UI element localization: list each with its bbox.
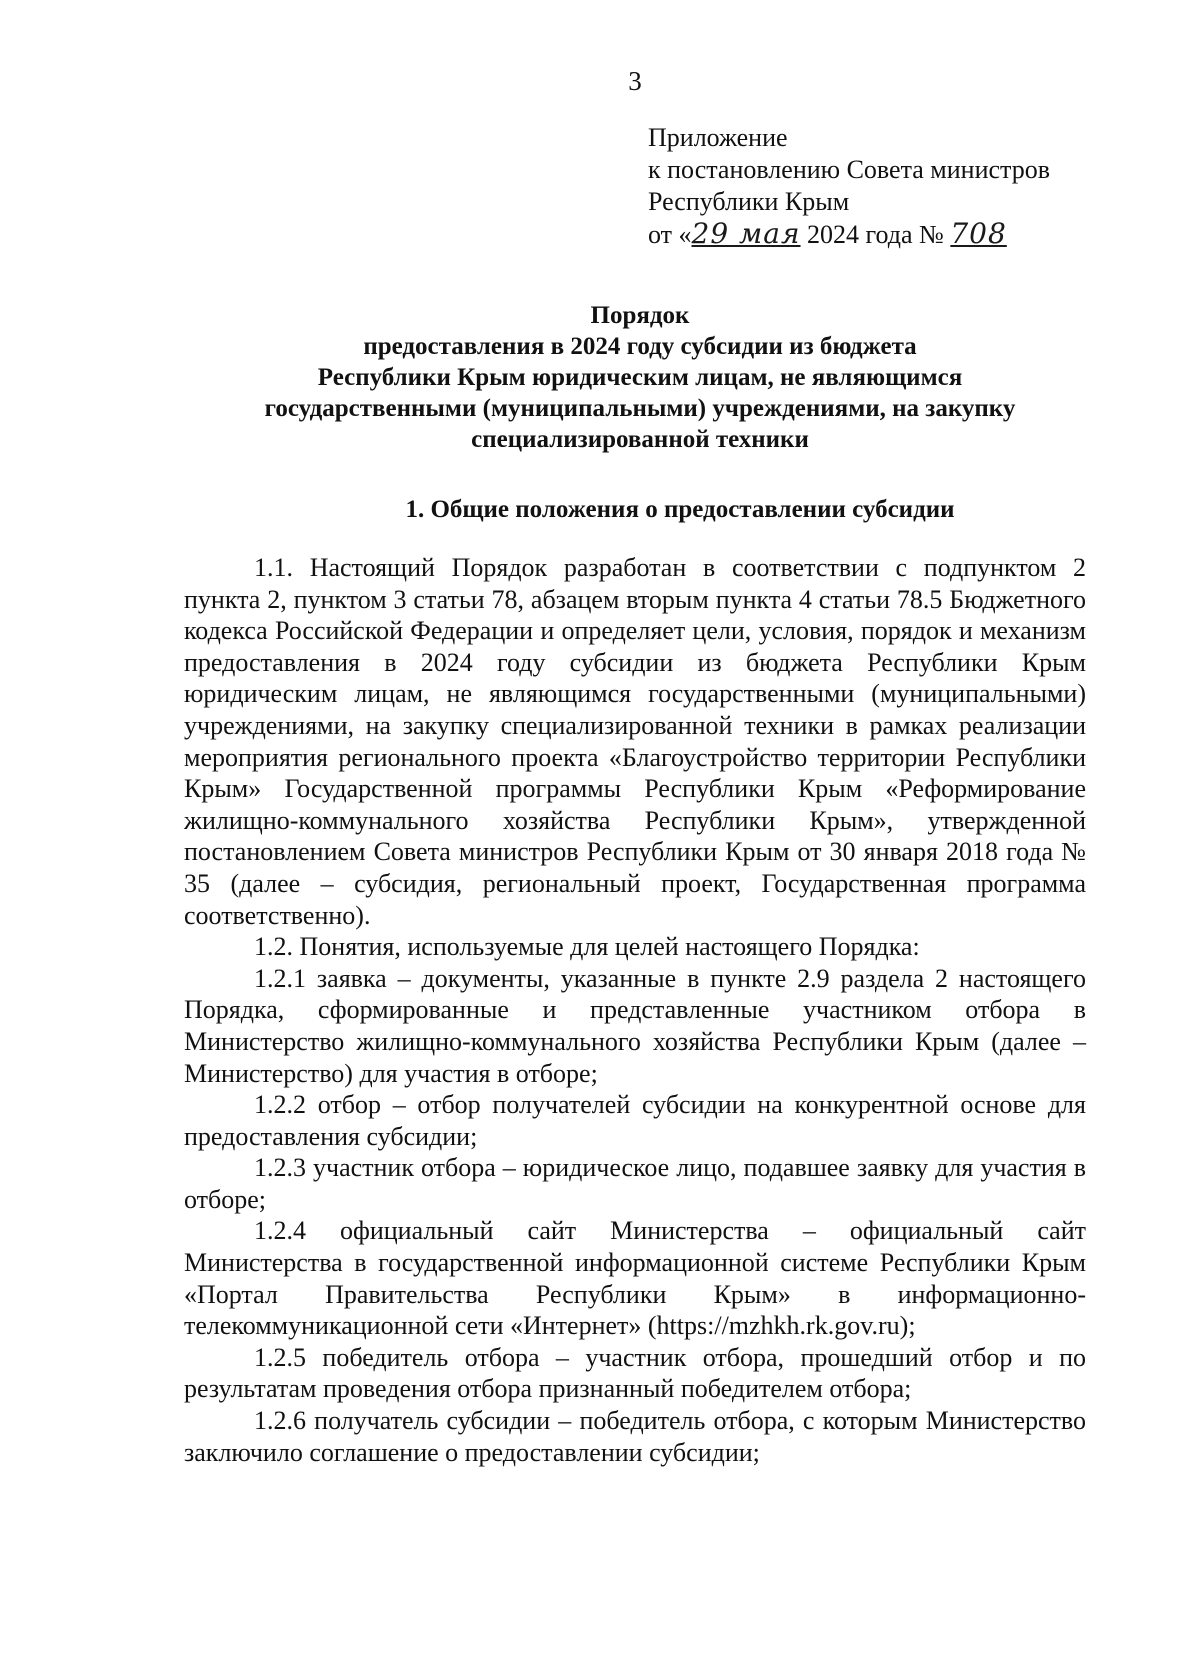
appendix-block [648, 122, 1168, 251]
paragraph-1-2-5: 1.2.5 победитель отбора – участник отбора, прошедший отбор и по результатам проведения отбора признанный победителем отбора; [184, 1342, 1086, 1404]
paragraph-1-2-6: 1.2.6 получатель субсидии – победитель отбора, с которым Министерство заключило соглашение о предоставлении субсидии; [184, 1406, 1086, 1467]
title-line-2: предоставления в 2024 году субсидии из бюджета [363, 333, 917, 360]
paragraph-1-2-3: 1.2.3 участник отбора – юридическое лицо, подавшее заявку для участия в отборе; [184, 1153, 1086, 1214]
appendix-line-2: к постановлению Совета министров [648, 155, 1050, 184]
title-line-5: специализированной техники [471, 426, 809, 453]
title-line-4: государственными (муниципальными) учреждениями, на закупку [264, 395, 1016, 422]
appendix-line-1: Приложение [648, 123, 788, 152]
handwritten-date: 29 мая [691, 217, 801, 250]
paragraph-1-1: 1.1. Настоящий Порядок разработан в соответствии с подпунктом 2 пункта 2, пунктом 3 статьи 78, абзацем вторым пункта 4 статьи 78.5 Бюджетного кодекса Российской Федерации и определяет цели, условия, порядок и механизм предоставления в 2024 году субсидии из бюджета Республики Крым юридическим лицам, не являющимся государственными (муниципальными) учреждениями, на закупку специализированной техники в рамках реализации мероприятия регионального проекта «Благоустройство территории Республики Крым» Государственной программы Республики Крым «Реформирование жилищно-коммунального хозяйства Республики Крым», утвержденной постановлением Совета министров Республики Крым от 30 января 2018 года № 35 (далее – субсидия, региональный проект, Государственная программа соответственно). [184, 553, 1086, 930]
appendix-line-3: Республики Крым [648, 187, 850, 216]
handwritten-number: 708 [950, 217, 1007, 250]
title-line-3: Республики Крым юридическим лицам, не являющимся [317, 364, 963, 391]
appendix-date-line [648, 218, 1168, 251]
paragraph-1-2-1: 1.2.1 заявка – документы, указанные в пункте 2.9 раздела 2 настоящего Порядка, сформированные и представленные участником отбора в Министерство жилищно-коммунального хозяйства Республики Крым (далее – Министерство) для участия в отборе; [184, 963, 1086, 1088]
section-heading: 1. Общие положения о предоставлении субсидии [405, 496, 955, 523]
document-title [180, 300, 1100, 455]
date-suffix: 2024 года № [800, 220, 951, 249]
date-prefix: от « [648, 220, 692, 249]
title-line-1: Порядок [590, 302, 690, 329]
body-text [184, 552, 1086, 1468]
page-number: 3 [628, 66, 642, 96]
paragraph-1-2: 1.2. Понятия, используемые для целей настоящего Порядка: [254, 932, 920, 962]
paragraph-1-2-4: 1.2.4 официальный сайт Министерства – официальный сайт Министерства в государственной информационной системе Республики Крым «Портал Правительства Республики Крым» в информационно-телекоммуникационной сети «Интернет» (https://mzhkh.rk.gov.ru); [184, 1216, 1086, 1341]
paragraph-1-2-2: 1.2.2 отбор – отбор получателей субсидии на конкурентной основе для предоставления субсидии; [184, 1090, 1086, 1151]
